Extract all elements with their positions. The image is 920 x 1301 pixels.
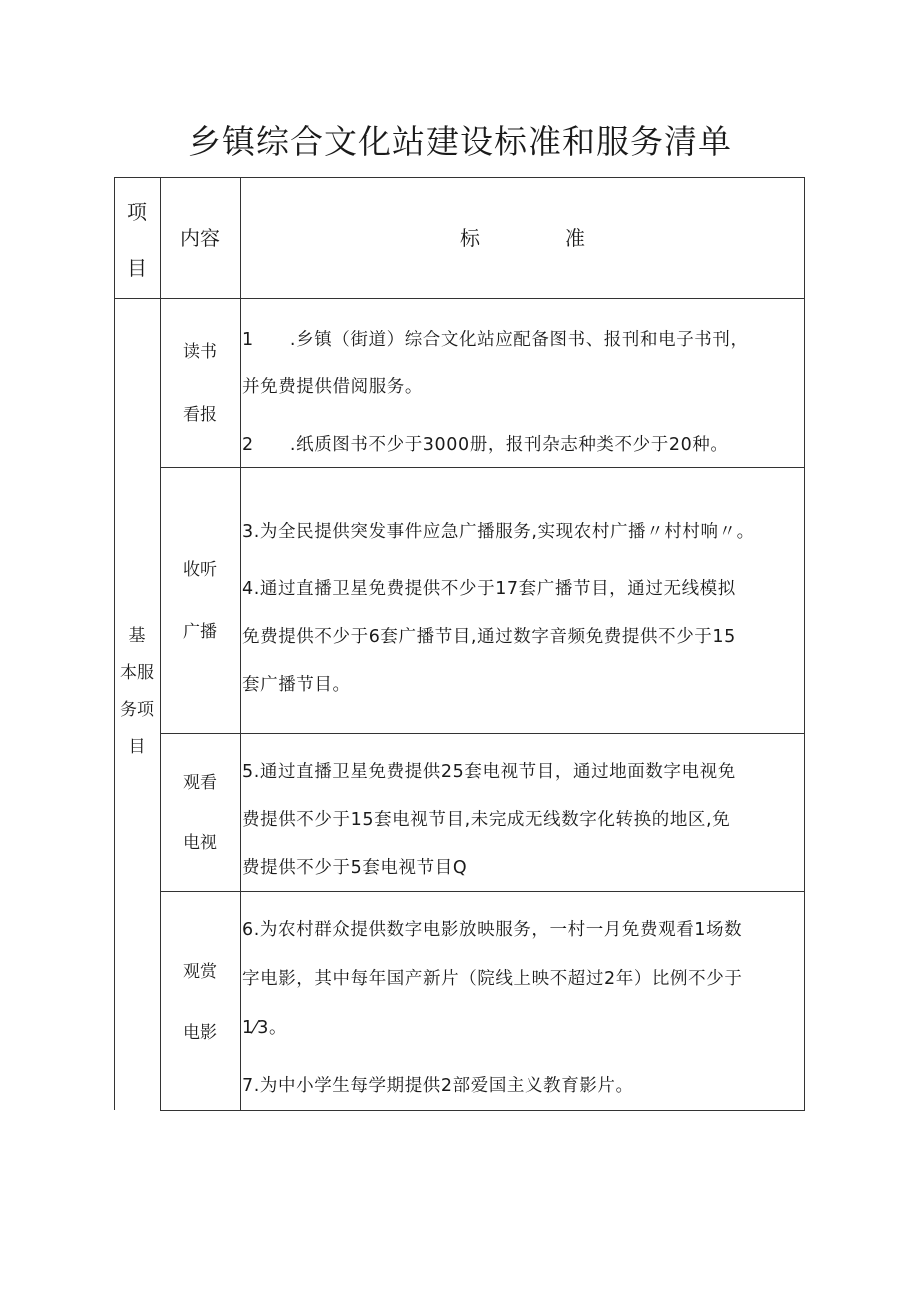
header-bottom-border — [114, 298, 805, 299]
row2-standard-line1: 3.为全民提供突发事件应急广播服务,实现农村广播〃村村响〃。 — [242, 522, 755, 542]
row4-standard-line1: 6.为农村群众提供数字电影放映服务，一村一月免费观看1场数 — [242, 920, 743, 940]
row4-standard-line4: 7.为中小学生每学期提供2部爱国主义教育影片。 — [242, 1076, 634, 1096]
row4-standard-line2: 字电影，其中每年国产新片（院线上映不超过2年）比例不少于 — [242, 969, 743, 989]
row4-content — [160, 960, 240, 1045]
header-project-line1: 项 — [127, 200, 147, 224]
table-right-border — [804, 177, 805, 1111]
row2-content-line2: 广播 — [183, 622, 217, 642]
row2-content — [160, 558, 240, 644]
row1-standard-line2: 并免费提供借阅服务。 — [242, 377, 423, 397]
row3-standard-line1: 5.通过直播卫星免费提供25套电视节目，通过地面数字电视免 — [242, 762, 736, 782]
row4-content-line2: 电影 — [183, 1023, 217, 1043]
row1-standard-line1: 1 .乡镇（街道）综合文化站应配备图书、报刊和电子书刊， — [242, 330, 749, 350]
row3-content-line2: 电视 — [183, 833, 217, 853]
category-line1: 基 — [128, 626, 146, 646]
row1-standard-line3: 2 .纸质图书不少于3000册，报刊杂志种类不少于20种。 — [242, 435, 729, 455]
header-project — [114, 195, 160, 285]
row1-bottom-border — [160, 467, 805, 468]
category-label — [114, 622, 160, 761]
row3-standard-line3: 费提供不少于5套电视节目Q — [242, 858, 468, 878]
row1-content-line2: 看报 — [183, 405, 217, 425]
row2-bottom-border — [160, 733, 805, 734]
row1-content-line1: 读书 — [183, 342, 217, 362]
row3-content — [160, 771, 240, 855]
table-top-border — [114, 177, 805, 178]
header-project-line2: 目 — [127, 256, 147, 280]
header-standard-b: 准 — [565, 226, 585, 250]
row4-standard-line3: 1⁄3。 — [242, 1018, 288, 1038]
category-line2: 本服 — [120, 663, 154, 683]
row3-standard-line2: 费提供不少于15套电视节目,未完成无线数字化转换的地区,免 — [242, 810, 731, 830]
row2-standard-line4: 套广播节目。 — [242, 675, 351, 695]
standard-column-left-border — [240, 177, 241, 1111]
row1-content — [160, 340, 240, 427]
category-line4: 目 — [128, 737, 146, 757]
row4-bottom-border — [160, 1110, 805, 1111]
row2-standard-line3: 免费提供不少于6套广播节目,通过数字音频免费提供不少于15 — [242, 627, 736, 647]
header-standard-a: 标 — [460, 226, 480, 250]
category-line3: 务项 — [120, 700, 154, 720]
row2-content-line1: 收听 — [183, 560, 217, 580]
row3-bottom-border — [160, 891, 805, 892]
document-title: 乡镇综合文化站建设标准和服务清单 — [188, 122, 732, 161]
row3-content-line1: 观看 — [183, 773, 217, 793]
row2-standard-line2: 4.通过直播卫星免费提供不少于17套广播节目，通过无线模拟 — [242, 579, 736, 599]
row4-content-line1: 观赏 — [183, 962, 217, 982]
header-content: 内容 — [180, 226, 220, 250]
